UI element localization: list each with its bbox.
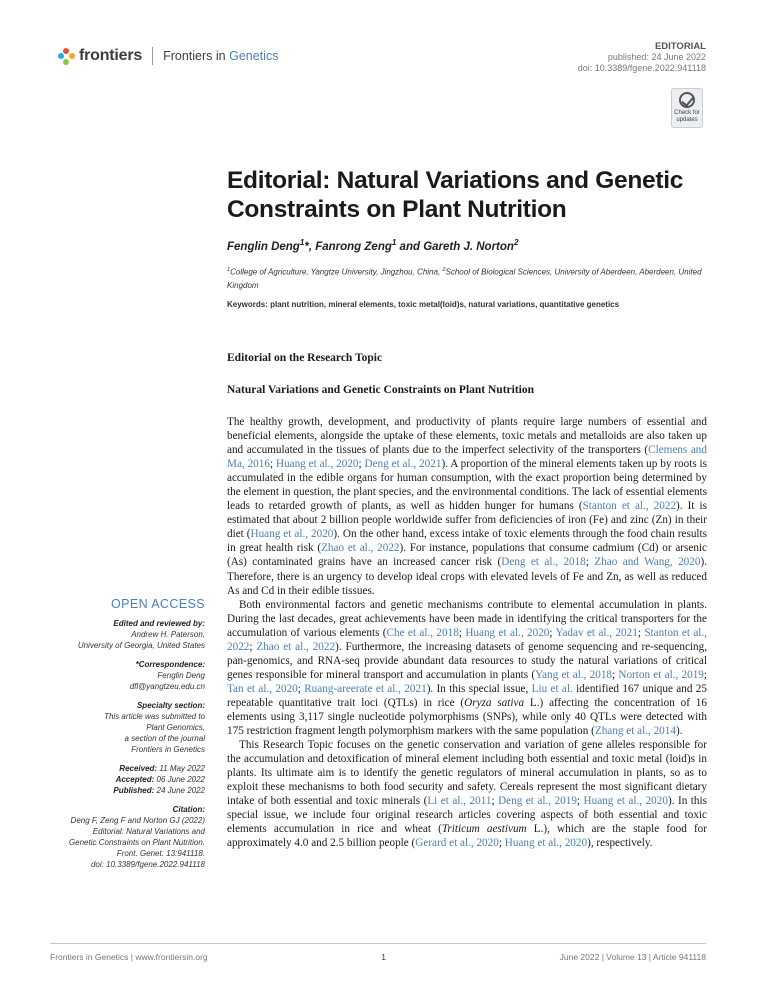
editor-name[interactable]: Andrew H. Paterson, [131, 630, 205, 639]
article-meta [578, 41, 706, 74]
footer-journal[interactable]: Frontiers in Genetics | www.frontiersin.org [50, 952, 208, 962]
published-date: published: 24 June 2022 [607, 52, 706, 62]
text-run: ; [576, 795, 584, 808]
text-run: ). On the other hand, excess intake of toxic elements through the food chain results in great health risk ( [227, 528, 707, 555]
citation-link[interactable]: Yang et al., 2018 [535, 668, 613, 681]
citation-link[interactable]: Deng et al., 2019 [498, 795, 577, 808]
page-footer [50, 943, 706, 962]
affil-mark: 1 [227, 267, 231, 273]
logo-wordmark: frontiers [79, 47, 143, 64]
article-body [227, 415, 707, 850]
text-run: L.), which are the staple food for approximately 4.0 and 2.5 billion people ( [227, 823, 707, 850]
citation-link[interactable]: Deng et al., 2018 [501, 556, 586, 569]
article-doi[interactable]: doi: 10.3389/fgene.2022.941118 [577, 63, 706, 73]
correspondence-email[interactable]: dfl@yangtzeu.edu.cn [129, 682, 205, 691]
species-name: Oryza sativa [464, 696, 525, 709]
received-line [50, 763, 205, 774]
text-run: ; [249, 640, 257, 653]
text-run: ). It is estimated that about 2 billion people worldwide suffer from deficiencies of iron (Fe) and zinc (Zn) in their diet ( [227, 500, 707, 541]
published-label: Published: [113, 786, 155, 795]
text-run: ). A proportion of the mineral elements taken up by roots is accumulated in the edible organs for human consumption, with the exact proportion being determined by the element in question, the plant species, and the environmental conditions. The lack of essential elements leads to retarded growth of plants, as well as hidden hunger for humans ( [227, 458, 708, 513]
author-list [227, 238, 518, 253]
citation-text: Editorial: Natural Variations and [92, 827, 205, 836]
citation-link[interactable]: Zhao et al., 2022 [256, 640, 336, 653]
open-access-label: OPEN ACCESS [110, 597, 205, 611]
citation-link[interactable]: Zhang et al., 2014 [594, 725, 676, 738]
article-type: EDITORIAL [654, 41, 706, 52]
citation-link[interactable]: Li et al., 2011 [427, 795, 492, 808]
badge-text-2: updates [676, 116, 698, 123]
author-name[interactable]: Fenglin Deng [227, 240, 300, 253]
section-heading: Editorial on the Research Topic [227, 352, 383, 364]
author-name[interactable]: Fanrong Zeng [315, 240, 392, 253]
correspondence-label: *Correspondence: [135, 660, 205, 669]
citation-link[interactable]: Huang et al., 2020 [504, 837, 588, 850]
text-run: L.) affecting the concentration of 16 elements using 3,117 single nucleotide polymorphisms (SNPs), while only 40 QTLs were detected with 175 restriction fragment length polymorphism markers with the same population ( [227, 696, 707, 738]
citation-link[interactable]: Stanton et al., 2022 [227, 626, 708, 653]
specialty-text: Frontiers in Genetics [131, 745, 205, 754]
text-run: ). In this special issue, [426, 682, 532, 695]
logo-dot-green [63, 59, 69, 65]
citation-text: Front. Genet. 13:941118. [116, 849, 205, 858]
published-date-sidebar: 24 June 2022 [156, 786, 205, 795]
text-run: ; [269, 458, 276, 471]
text-run: ; [491, 795, 499, 808]
citation-link[interactable]: Che et al., 2018 [386, 626, 459, 639]
article-sidebar [50, 597, 205, 878]
editor-block [50, 618, 205, 651]
citation-link[interactable]: Deng et al., 2021 [364, 458, 442, 471]
citation-link[interactable]: Gerard et al., 2020 [415, 837, 499, 850]
journal-name-accent: Genetics [229, 49, 279, 63]
citation-link[interactable]: Norton et al., 2019 [618, 668, 704, 681]
citation-link[interactable]: Huang et al., 2020 [250, 528, 334, 541]
accepted-line [50, 774, 205, 785]
citation-text: Deng F, Zeng F and Norton GJ (2022) [70, 816, 205, 825]
affiliations [227, 264, 712, 292]
journal-name-prefix: Frontiers in [163, 49, 230, 63]
text-run: identified 167 unique and 25 repeatable quantitative trait loci (QTLs) in rice ( [227, 682, 707, 709]
keywords: Keywords: plant nutrition, mineral elements, toxic metal(loid)s, natural variations, quantitative genetics [227, 300, 620, 309]
text-run: ; [637, 626, 645, 639]
check-for-updates-button[interactable] [671, 88, 703, 128]
text-run: ; [703, 668, 707, 681]
text-run: ; [458, 626, 466, 639]
specialty-text: a section of the journal [124, 734, 205, 743]
citation-link[interactable]: Stanton et al., 2022 [582, 500, 677, 513]
author-separator: and [396, 240, 424, 253]
text-run: ; [549, 626, 556, 639]
citation-label: Citation: [172, 805, 205, 814]
text-run: This Research Topic focuses on the genetic conservation and variation of gene alleles responsible for the accumulation and detoxification of mineral element including both essential and toxic metal (loid)s in plants. Its ultimate aim is to identify the genetic regulators of mineral accumulation in plants, so as to exploit these mechanisms to both food security and safety. Cereals represent the most significant dietary intake of both essential and toxic minerals ( [227, 739, 707, 808]
logo-divider [152, 47, 153, 65]
text-run: The healthy growth, development, and productivity of plants require large numbers of essential and beneficial elements, alongside the uptake of these elements, toxic metals and metalloids are also taken up and accumulated in the tissues of plants due to the imperfect selectivity of the transporters ( [227, 416, 707, 457]
citation-link[interactable]: Clemens and Ma, 2016 [227, 444, 707, 471]
citation-block [50, 804, 205, 870]
text-run: ). [675, 725, 683, 738]
citation-doi[interactable]: doi: 10.3389/fgene.2022.941118 [90, 860, 205, 869]
badge-text-1: Check for [674, 110, 700, 116]
author-affil-mark: 2 [513, 238, 519, 247]
author-affil-mark: 1 [391, 238, 397, 247]
paragraph [227, 738, 707, 850]
text-run: Both environmental factors and genetic mechanisms contribute to elemental accumulation in plants. During the last decades, great achievements have been made in identifying the critical transporters for the accumulation of various elements ( [227, 598, 707, 639]
text-run: ). For instance, populations that consume cadmium (Cd) or arsenic (As) contaminated grains have an increased cancer risk ( [227, 542, 708, 569]
correspondence-block [50, 659, 205, 692]
logo-dot-red [63, 48, 69, 54]
specialty-block [50, 700, 205, 755]
text-run: ; [358, 458, 365, 471]
citation-link[interactable]: Liu et al. [531, 682, 573, 695]
paragraph [227, 598, 707, 738]
text-run: ; [297, 682, 305, 695]
text-run: ). Therefore, there is an urgency to develop ideal crops with elevated levels of Fe and Zn, as well as reduced As and Cd in their edible tissues. [227, 556, 707, 597]
citation-link[interactable]: Huang et al., 2020 [275, 458, 359, 471]
citation-link[interactable]: Huang et al., 2020 [465, 626, 550, 639]
citation-text: Genetic Constraints on Plant Nutrition. [68, 838, 205, 847]
received-date: 11 May 2022 [159, 764, 205, 773]
author-name[interactable]: Gareth J. Norton [423, 240, 514, 253]
editor-label: Edited and reviewed by: [113, 619, 205, 628]
citation-link[interactable]: Zhao et al., 2022 [321, 542, 400, 555]
footer-issue: June 2022 | Volume 13 | Article 941118 [559, 952, 706, 962]
received-label: Received: [119, 764, 158, 773]
text-run: ; [585, 556, 595, 569]
species-name: Triticum aestivum [441, 823, 527, 836]
text-run: ; [612, 668, 619, 681]
specialty-label: Specialty section: [136, 701, 205, 710]
text-run: ). Furthermore, the increasing datasets of genome sequencing and re-sequencing, pan-genomics, and RNA-seq provide abundant data resources to study the natural variations of critical genes responsible for mineral transport and accumulation in plants ( [227, 640, 707, 681]
author-affil-mark: 1 [299, 238, 305, 247]
accepted-label: Accepted: [115, 775, 155, 784]
affil-mark: 2 [442, 267, 446, 273]
paragraph [227, 415, 707, 598]
affiliation-text: College of Agriculture, Yangtze University, Jingzhou, China, [230, 267, 443, 277]
frontiers-logo[interactable] [58, 45, 278, 67]
logo-dot-blue [58, 53, 64, 59]
dates-block [50, 763, 205, 796]
editor-affiliation: University of Georgia, United States [77, 641, 205, 650]
logo-dot-yellow [69, 53, 75, 59]
research-topic-heading[interactable]: Natural Variations and Genetic Constraints on Plant Nutrition [227, 384, 535, 396]
citation-link[interactable]: Tan et al., 2020 [227, 682, 298, 695]
check-icon [679, 92, 695, 108]
citation-link[interactable]: Yadav et al., 2021 [555, 626, 638, 639]
author-separator: , [308, 240, 316, 253]
specialty-text: This article was submitted to [104, 712, 205, 721]
article-title: Editorial: Natural Variations and Genetic Constraints on Plant Nutrition [227, 167, 684, 223]
affiliation-text: School of Biological Sciences, University of Aberdeen, Aberdeen, United Kingdom [227, 267, 702, 290]
accepted-date: 06 June 2022 [156, 775, 205, 784]
frontiers-logo-icon [58, 48, 75, 65]
citation-link[interactable]: Huang et al., 2020 [583, 795, 668, 808]
published-line [50, 785, 205, 796]
citation-link[interactable]: Zhao and Wang, 2020 [594, 556, 701, 569]
specialty-text: Plant Genomics, [146, 723, 205, 732]
corresponding-mark: * [304, 240, 309, 253]
page-number: 1 [381, 952, 386, 962]
text-run: ), respectively. [587, 837, 653, 850]
text-run: ; [498, 837, 505, 850]
text-run: ). In this special issue, we include four original research articles covering aspects of both essential and toxic elements accumulation in rice and wheat ( [227, 795, 707, 836]
citation-link[interactable]: Ruang-areerate et al., 2021 [304, 682, 427, 695]
journal-name[interactable] [163, 49, 278, 63]
correspondence-name: Fenglin Deng [157, 671, 205, 680]
